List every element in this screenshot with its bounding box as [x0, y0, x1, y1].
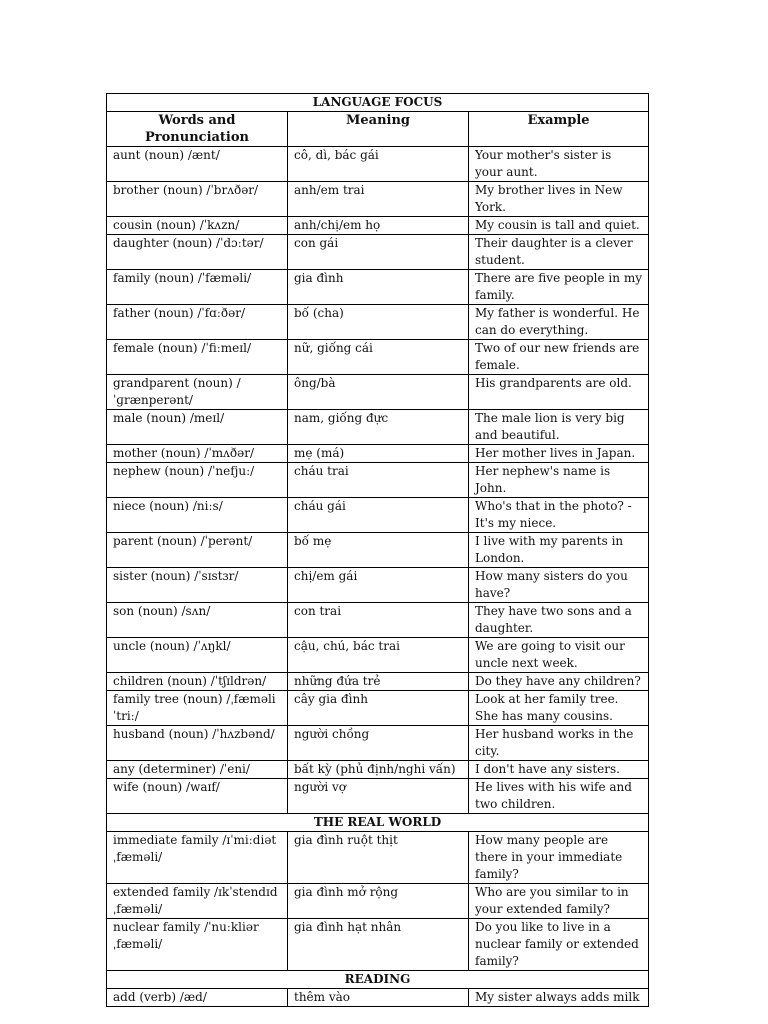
- table-row: [107, 498, 649, 533]
- table-row: [107, 603, 649, 638]
- word-cell: brother (noun) /ˈbrʌðər/: [107, 182, 288, 217]
- section-title-row: [107, 94, 649, 112]
- column-header-words: Words and Pronunciation: [107, 112, 288, 147]
- meaning-cell: thêm vào: [288, 989, 469, 1007]
- word-cell: daughter (noun) /ˈdɔːtər/: [107, 235, 288, 270]
- word-cell: female (noun) /ˈfiːmeɪl/: [107, 340, 288, 375]
- table-row: [107, 270, 649, 305]
- word-cell: nuclear family /ˈnuːkliər ˌfæməli/: [107, 919, 288, 971]
- word-cell: father (noun) /ˈfɑːðər/: [107, 305, 288, 340]
- word-cell: mother (noun) /ˈmʌðər/: [107, 445, 288, 463]
- example-cell: Look at her family tree. She has many cousins.: [469, 691, 649, 726]
- word-cell: sister (noun) /ˈsɪstɜr/: [107, 568, 288, 603]
- example-cell: I live with my parents in London.: [469, 533, 649, 568]
- table-row: [107, 673, 649, 691]
- word-cell: niece (noun) /niːs/: [107, 498, 288, 533]
- meaning-cell: chị/em gái: [288, 568, 469, 603]
- meaning-cell: cô, dì, bác gái: [288, 147, 469, 182]
- example-cell: Do they have any children?: [469, 673, 649, 691]
- example-cell: His grandparents are old.: [469, 375, 649, 410]
- meaning-cell: bất kỳ (phủ định/nghi vấn): [288, 761, 469, 779]
- word-cell: children (noun) /ˈtʃɪldrən/: [107, 673, 288, 691]
- example-cell: How many people are there in your immediate family?: [469, 832, 649, 884]
- table-row: [107, 691, 649, 726]
- word-cell: family tree (noun) /ˌfæməli ˈtriː/: [107, 691, 288, 726]
- word-cell: nephew (noun) /ˈnefjuː/: [107, 463, 288, 498]
- example-cell: Who's that in the photo? - It's my niece.: [469, 498, 649, 533]
- table-row: [107, 235, 649, 270]
- meaning-cell: gia đình ruột thịt: [288, 832, 469, 884]
- example-cell: My cousin is tall and quiet.: [469, 217, 649, 235]
- word-cell: add (verb) /æd/: [107, 989, 288, 1007]
- table-row: [107, 919, 649, 971]
- word-cell: husband (noun) /ˈhʌzbənd/: [107, 726, 288, 761]
- example-cell: My brother lives in New York.: [469, 182, 649, 217]
- table-row: [107, 182, 649, 217]
- meaning-cell: cây gia đình: [288, 691, 469, 726]
- table-row: [107, 884, 649, 919]
- meaning-cell: con gái: [288, 235, 469, 270]
- meaning-cell: nam, giống đực: [288, 410, 469, 445]
- word-cell: cousin (noun) /ˈkʌzn/: [107, 217, 288, 235]
- table-row: [107, 568, 649, 603]
- word-cell: son (noun) /sʌn/: [107, 603, 288, 638]
- example-cell: They have two sons and a daughter.: [469, 603, 649, 638]
- table-row: [107, 989, 649, 1007]
- meaning-cell: gia đình mở rộng: [288, 884, 469, 919]
- section-title: THE REAL WORLD: [107, 814, 649, 832]
- meaning-cell: gia đình: [288, 270, 469, 305]
- table-row: [107, 761, 649, 779]
- table-row: [107, 445, 649, 463]
- table-row: [107, 217, 649, 235]
- example-cell: How many sisters do you have?: [469, 568, 649, 603]
- meaning-cell: con trai: [288, 603, 469, 638]
- table-row: [107, 533, 649, 568]
- example-cell: My father is wonderful. He can do everything.: [469, 305, 649, 340]
- column-header-row: [107, 112, 649, 147]
- meaning-cell: người vợ: [288, 779, 469, 814]
- meaning-cell: mẹ (má): [288, 445, 469, 463]
- table-row: [107, 463, 649, 498]
- example-cell: Her mother lives in Japan.: [469, 445, 649, 463]
- example-cell: Your mother's sister is your aunt.: [469, 147, 649, 182]
- meaning-cell: cháu gái: [288, 498, 469, 533]
- word-cell: extended family /ɪkˈstendɪd ˌfæməli/: [107, 884, 288, 919]
- table-row: [107, 340, 649, 375]
- word-cell: immediate family /ɪˈmiːdiət ˌfæməli/: [107, 832, 288, 884]
- table-row: [107, 147, 649, 182]
- table-row: [107, 638, 649, 673]
- example-cell: My sister always adds milk: [469, 989, 649, 1007]
- table-row: [107, 832, 649, 884]
- example-cell: Two of our new friends are female.: [469, 340, 649, 375]
- word-cell: male (noun) /meɪl/: [107, 410, 288, 445]
- word-cell: parent (noun) /ˈperənt/: [107, 533, 288, 568]
- table-row: [107, 779, 649, 814]
- word-cell: family (noun) /ˈfæməli/: [107, 270, 288, 305]
- column-header-meaning: Meaning: [288, 112, 469, 147]
- table-row: [107, 375, 649, 410]
- example-cell: Do you like to live in a nuclear family or extended family?: [469, 919, 649, 971]
- example-cell: Their daughter is a clever student.: [469, 235, 649, 270]
- example-cell: The male lion is very big and beautiful.: [469, 410, 649, 445]
- meaning-cell: anh/chị/em họ: [288, 217, 469, 235]
- meaning-cell: bố (cha): [288, 305, 469, 340]
- section-title-row: [107, 971, 649, 989]
- section-title-row: [107, 814, 649, 832]
- meaning-cell: anh/em trai: [288, 182, 469, 217]
- meaning-cell: người chồng: [288, 726, 469, 761]
- word-cell: any (determiner) /ˈeni/: [107, 761, 288, 779]
- meaning-cell: những đứa trẻ: [288, 673, 469, 691]
- meaning-cell: cậu, chú, bác trai: [288, 638, 469, 673]
- example-cell: There are five people in my family.: [469, 270, 649, 305]
- example-cell: We are going to visit our uncle next week.: [469, 638, 649, 673]
- vocabulary-table: [106, 93, 649, 1007]
- meaning-cell: nữ, giống cái: [288, 340, 469, 375]
- meaning-cell: gia đình hạt nhân: [288, 919, 469, 971]
- word-cell: grandparent (noun) /ˈɡrænperənt/: [107, 375, 288, 410]
- meaning-cell: cháu trai: [288, 463, 469, 498]
- section-title: READING: [107, 971, 649, 989]
- meaning-cell: bố mẹ: [288, 533, 469, 568]
- word-cell: aunt (noun) /ænt/: [107, 147, 288, 182]
- table-row: [107, 305, 649, 340]
- word-cell: uncle (noun) /ˈʌŋkl/: [107, 638, 288, 673]
- example-cell: Her nephew's name is John.: [469, 463, 649, 498]
- vocabulary-table-body: [107, 94, 649, 1007]
- section-title: LANGUAGE FOCUS: [107, 94, 649, 112]
- table-row: [107, 410, 649, 445]
- word-cell: wife (noun) /waɪf/: [107, 779, 288, 814]
- example-cell: Her husband works in the city.: [469, 726, 649, 761]
- meaning-cell: ông/bà: [288, 375, 469, 410]
- example-cell: I don't have any sisters.: [469, 761, 649, 779]
- example-cell: He lives with his wife and two children.: [469, 779, 649, 814]
- column-header-example: Example: [469, 112, 649, 147]
- table-row: [107, 726, 649, 761]
- example-cell: Who are you similar to in your extended family?: [469, 884, 649, 919]
